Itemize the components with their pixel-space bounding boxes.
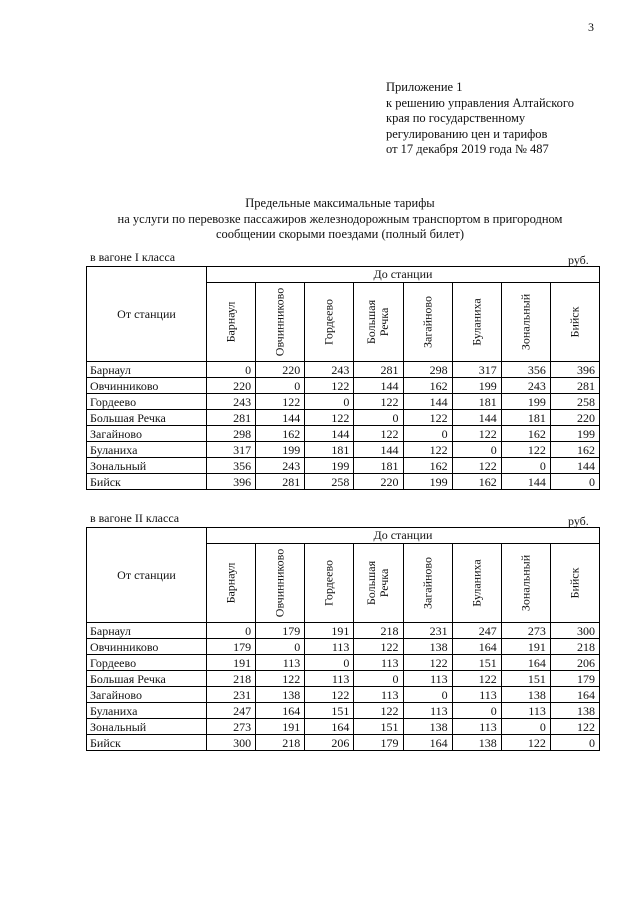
tariff-cell: 164 <box>452 639 501 655</box>
column-header <box>501 283 550 362</box>
tariff-cell: 218 <box>207 671 256 687</box>
to-station-header: До станции <box>207 267 600 283</box>
tariff-cell: 122 <box>403 655 452 671</box>
tariff-cell: 162 <box>403 458 452 474</box>
tariff-cell: 317 <box>207 442 256 458</box>
tariff-cell: 113 <box>452 687 501 703</box>
tariff-cell: 162 <box>550 442 599 458</box>
tariff-cell: 0 <box>256 378 305 394</box>
appendix-line: к решению управления Алтайского <box>386 95 574 110</box>
tariff-cell: 181 <box>354 458 403 474</box>
table-row <box>87 362 600 378</box>
class2-caption: в вагоне II класса <box>90 511 180 525</box>
tariff-cell: 220 <box>550 410 599 426</box>
appendix-line: регулированию цен и тарифов <box>386 126 548 141</box>
table-row <box>87 623 600 639</box>
table-row <box>87 458 600 474</box>
tariff-cell: 396 <box>207 474 256 490</box>
row-station-label: Большая Речка <box>87 410 207 426</box>
tariff-cell: 243 <box>501 378 550 394</box>
tariff-cell: 0 <box>403 426 452 442</box>
tariff-cell: 0 <box>403 687 452 703</box>
tariff-cell: 122 <box>305 410 354 426</box>
column-header-label: Барнаул <box>223 562 238 604</box>
table-row <box>87 687 600 703</box>
tariff-cell: 191 <box>256 719 305 735</box>
column-header-label: Загайново <box>420 556 435 610</box>
column-header-label: Зональный <box>518 293 533 351</box>
column-header-label: Овчинниково <box>272 287 287 357</box>
tariff-cell: 162 <box>452 474 501 490</box>
tariff-cell: 144 <box>305 426 354 442</box>
tariff-cell: 0 <box>501 458 550 474</box>
tariff-cell: 247 <box>207 703 256 719</box>
column-header-label: Буланиха <box>469 559 484 607</box>
tariff-cell: 243 <box>305 362 354 378</box>
tariff-cell: 0 <box>452 703 501 719</box>
row-station-label: Овчинниково <box>87 639 207 655</box>
tariff-cell: 247 <box>452 623 501 639</box>
tariff-cell: 122 <box>256 394 305 410</box>
tariff-cell: 138 <box>403 639 452 655</box>
tariff-cell: 396 <box>550 362 599 378</box>
column-header <box>207 283 256 362</box>
column-header-label: Гордеево <box>321 559 336 607</box>
tariff-cell: 164 <box>403 735 452 751</box>
tariff-cell: 113 <box>403 671 452 687</box>
tariff-cell: 218 <box>354 623 403 639</box>
tariff-cell: 300 <box>207 735 256 751</box>
row-station-label: Бийск <box>87 474 207 490</box>
tariff-cell: 231 <box>403 623 452 639</box>
tariff-cell: 0 <box>207 362 256 378</box>
tariff-cell: 151 <box>452 655 501 671</box>
row-station-label: Большая Речка <box>87 671 207 687</box>
tariff-cell: 179 <box>550 671 599 687</box>
tariff-cell: 162 <box>256 426 305 442</box>
tariff-cell: 144 <box>452 410 501 426</box>
tariff-cell: 151 <box>501 671 550 687</box>
tariff-cell: 258 <box>550 394 599 410</box>
page-number: 3 <box>588 20 594 34</box>
tariff-cell: 206 <box>550 655 599 671</box>
tariff-cell: 113 <box>305 671 354 687</box>
column-header-label: Овчинниково <box>272 548 287 618</box>
tariff-cell: 281 <box>207 410 256 426</box>
tariff-cell: 0 <box>550 474 599 490</box>
tariff-cell: 144 <box>354 378 403 394</box>
from-station-header: От станции <box>87 528 207 623</box>
tariff-cell: 199 <box>452 378 501 394</box>
table-row <box>87 442 600 458</box>
column-header <box>305 283 354 362</box>
tariff-cell: 122 <box>305 687 354 703</box>
tariff-cell: 138 <box>452 735 501 751</box>
row-station-label: Гордеево <box>87 655 207 671</box>
tariff-cell: 113 <box>403 703 452 719</box>
tariff-cell: 164 <box>550 687 599 703</box>
column-header-label: Гордеево <box>321 298 336 346</box>
tariff-cell: 281 <box>256 474 305 490</box>
tariff-cell: 191 <box>501 639 550 655</box>
tariff-cell: 220 <box>207 378 256 394</box>
tariff-cell: 164 <box>256 703 305 719</box>
tariff-cell: 113 <box>354 655 403 671</box>
row-station-label: Овчинниково <box>87 378 207 394</box>
column-header-label: Барнаул <box>223 301 238 343</box>
tariff-cell: 113 <box>354 687 403 703</box>
tariff-cell: 179 <box>256 623 305 639</box>
tariff-cell: 356 <box>207 458 256 474</box>
appendix-line: Приложение 1 <box>386 80 463 94</box>
tariff-cell: 122 <box>550 719 599 735</box>
row-station-label: Загайново <box>87 687 207 703</box>
column-header <box>452 283 501 362</box>
column-header-label: Загайново <box>420 295 435 349</box>
tariff-cell: 0 <box>305 655 354 671</box>
tariff-cell: 122 <box>403 410 452 426</box>
tariff-cell: 298 <box>403 362 452 378</box>
tariff-cell: 122 <box>501 442 550 458</box>
tariff-cell: 199 <box>501 394 550 410</box>
tariff-cell: 144 <box>550 458 599 474</box>
tariff-cell: 298 <box>207 426 256 442</box>
tariff-cell: 281 <box>550 378 599 394</box>
column-header-label: Буланиха <box>469 298 484 346</box>
column-header <box>452 544 501 623</box>
tariff-cell: 218 <box>256 735 305 751</box>
table-row <box>87 639 600 655</box>
tariff-cell: 0 <box>550 735 599 751</box>
tariff-cell: 122 <box>354 639 403 655</box>
tariff-cell: 191 <box>207 655 256 671</box>
tariff-cell: 206 <box>305 735 354 751</box>
tariff-cell: 0 <box>354 671 403 687</box>
class1-unit: руб. <box>568 253 589 267</box>
table-row <box>87 426 600 442</box>
title-line: Предельные максимальные тарифы <box>245 196 435 210</box>
class2-unit: руб. <box>568 514 589 528</box>
tariff-cell: 113 <box>452 719 501 735</box>
tariff-table-class1 <box>86 266 600 490</box>
tariff-cell: 273 <box>501 623 550 639</box>
appendix-line: края по государственному <box>386 111 526 126</box>
row-station-label: Барнаул <box>87 362 207 378</box>
tariff-cell: 0 <box>501 719 550 735</box>
row-station-label: Зональный <box>87 719 207 735</box>
tariff-cell: 144 <box>403 394 452 410</box>
tariff-cell: 144 <box>256 410 305 426</box>
tariff-cell: 231 <box>207 687 256 703</box>
table-row <box>87 474 600 490</box>
column-header <box>256 544 305 623</box>
table-row <box>87 719 600 735</box>
tariff-cell: 138 <box>501 687 550 703</box>
column-header <box>550 544 599 623</box>
tariff-cell: 122 <box>354 394 403 410</box>
tariff-cell: 122 <box>403 442 452 458</box>
column-header-label: Бийск <box>567 567 582 599</box>
tariff-cell: 199 <box>256 442 305 458</box>
tariff-cell: 181 <box>501 410 550 426</box>
column-header <box>354 544 403 623</box>
document-title <box>60 196 620 243</box>
row-station-label: Буланиха <box>87 442 207 458</box>
title-line: на услуги по перевозке пассажиров железнодорожным транспортом в пригородном <box>117 211 563 226</box>
tariff-cell: 0 <box>452 442 501 458</box>
column-header <box>305 544 354 623</box>
tariff-cell: 138 <box>403 719 452 735</box>
table-row <box>87 735 600 751</box>
row-station-label: Гордеево <box>87 394 207 410</box>
tariff-cell: 273 <box>207 719 256 735</box>
tariff-cell: 162 <box>501 426 550 442</box>
tariff-cell: 122 <box>256 671 305 687</box>
table-row <box>87 703 600 719</box>
tariff-cell: 151 <box>354 719 403 735</box>
row-station-label: Буланиха <box>87 703 207 719</box>
tariff-cell: 191 <box>305 623 354 639</box>
tariff-cell: 162 <box>403 378 452 394</box>
column-header <box>550 283 599 362</box>
tariff-cell: 199 <box>403 474 452 490</box>
tariff-cell: 122 <box>501 735 550 751</box>
tariff-cell: 113 <box>305 639 354 655</box>
tariff-cell: 113 <box>501 703 550 719</box>
column-header <box>354 283 403 362</box>
to-station-header: До станции <box>207 528 600 544</box>
column-header-label: Большая Речка <box>364 560 392 606</box>
row-station-label: Загайново <box>87 426 207 442</box>
row-station-label: Зональный <box>87 458 207 474</box>
tariff-cell: 181 <box>452 394 501 410</box>
column-header-label: Бийск <box>567 306 582 338</box>
tariff-cell: 0 <box>354 410 403 426</box>
tariff-cell: 356 <box>501 362 550 378</box>
tariff-cell: 0 <box>305 394 354 410</box>
table-body <box>87 623 600 751</box>
tariff-cell: 0 <box>207 623 256 639</box>
tariff-cell: 122 <box>452 458 501 474</box>
tariff-cell: 138 <box>550 703 599 719</box>
title-line: сообщении скорыми поездами (полный билет) <box>215 227 465 242</box>
tariff-cell: 151 <box>305 703 354 719</box>
tariff-cell: 122 <box>452 671 501 687</box>
tariff-cell: 122 <box>354 703 403 719</box>
column-header-label: Зональный <box>518 554 533 612</box>
column-header-label: Большая Речка <box>364 299 392 345</box>
row-station-label: Бийск <box>87 735 207 751</box>
tariff-cell: 0 <box>256 639 305 655</box>
tariff-cell: 122 <box>452 426 501 442</box>
column-header <box>501 544 550 623</box>
tariff-table-class2 <box>86 527 600 751</box>
table-row <box>87 410 600 426</box>
tariff-cell: 243 <box>207 394 256 410</box>
from-station-header: От станции <box>87 267 207 362</box>
tariff-cell: 243 <box>256 458 305 474</box>
appendix-line: от 17 декабря 2019 года № 487 <box>386 142 549 157</box>
column-header <box>207 544 256 623</box>
column-header <box>403 544 452 623</box>
tariff-cell: 317 <box>452 362 501 378</box>
tariff-cell: 199 <box>550 426 599 442</box>
tariff-cell: 258 <box>305 474 354 490</box>
tariff-cell: 122 <box>305 378 354 394</box>
class1-caption: в вагоне I класса <box>90 250 176 264</box>
column-header <box>256 283 305 362</box>
tariff-cell: 144 <box>354 442 403 458</box>
row-station-label: Барнаул <box>87 623 207 639</box>
table-body <box>87 362 600 490</box>
appendix-block <box>386 80 574 158</box>
tariff-cell: 300 <box>550 623 599 639</box>
tariff-cell: 179 <box>354 735 403 751</box>
table-row <box>87 671 600 687</box>
tariff-cell: 164 <box>501 655 550 671</box>
tariff-cell: 138 <box>256 687 305 703</box>
tariff-cell: 179 <box>207 639 256 655</box>
tariff-cell: 122 <box>354 426 403 442</box>
tariff-cell: 220 <box>256 362 305 378</box>
column-header <box>403 283 452 362</box>
table-row <box>87 378 600 394</box>
tariff-cell: 199 <box>305 458 354 474</box>
table-row <box>87 394 600 410</box>
tariff-cell: 164 <box>305 719 354 735</box>
tariff-cell: 181 <box>305 442 354 458</box>
tariff-cell: 113 <box>256 655 305 671</box>
tariff-cell: 144 <box>501 474 550 490</box>
table-row <box>87 655 600 671</box>
tariff-cell: 220 <box>354 474 403 490</box>
tariff-cell: 281 <box>354 362 403 378</box>
tariff-cell: 218 <box>550 639 599 655</box>
